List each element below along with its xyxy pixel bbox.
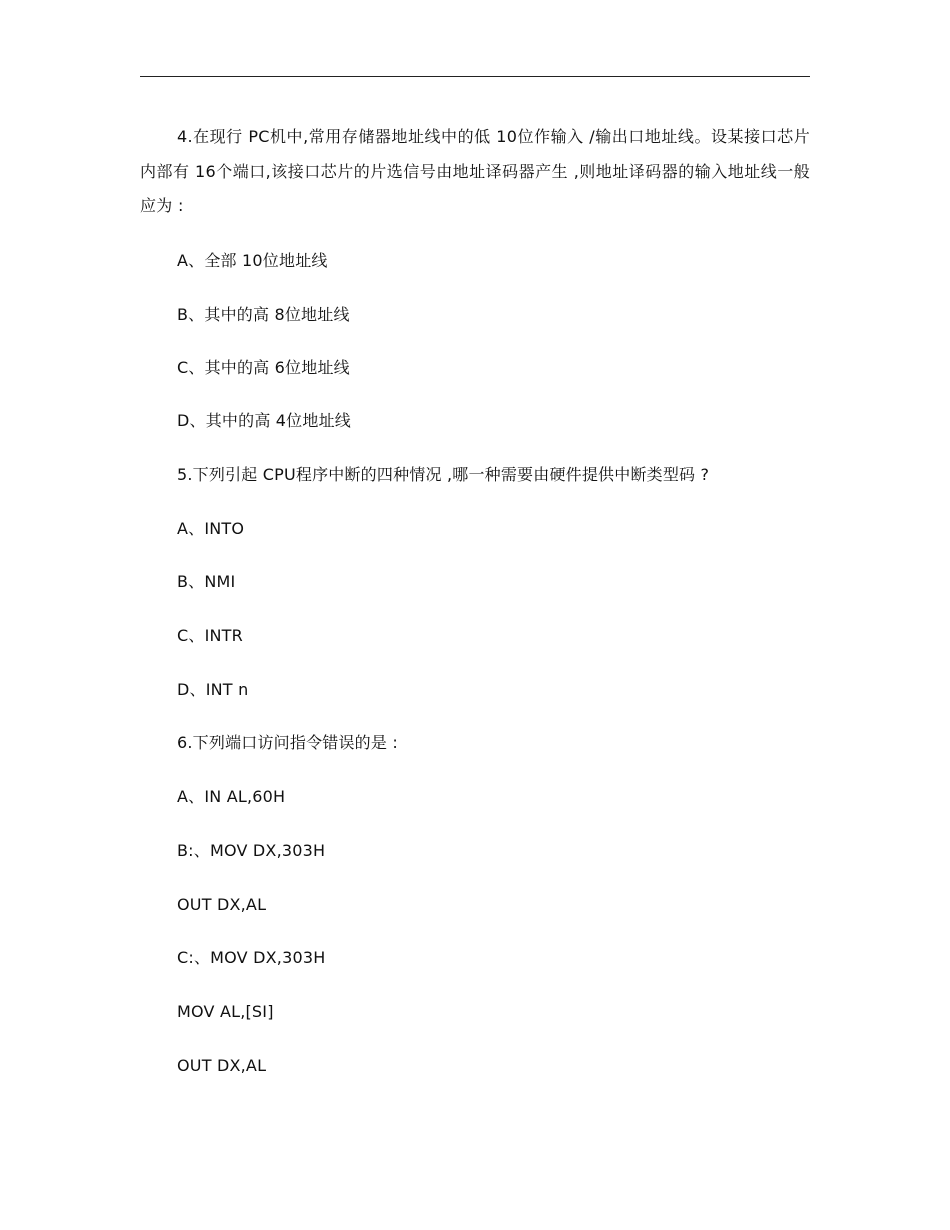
question-4-option-d: D、其中的高 4位地址线 <box>177 411 351 430</box>
question-6-option-b-line-1: B:、MOV DX,303H <box>177 841 326 860</box>
question-6-option-c-line-2: MOV AL,[SI] <box>177 1002 274 1021</box>
question-5-option-c: C、INTR <box>177 626 243 645</box>
question-6-option-a: A、IN AL,60H <box>177 787 286 806</box>
question-5-option-b: B、NMI <box>177 572 236 591</box>
question-4-option-a: A、全部 10位地址线 <box>177 251 328 270</box>
question-4-stem: 4.在现行 PC机中,常用存储器地址线中的低 10位作输入 /输出口地址线。设某接口芯片内部有 16个端口,该接口芯片的片选信号由地址译码器产生 ,则地址译码器的输入地址线一般应为 : <box>140 127 810 215</box>
question-5-stem: 5.下列引起 CPU程序中断的四种情况 ,哪一种需要由硬件提供中断类型码 ? <box>177 465 710 484</box>
question-6-option-c-line-3: OUT DX,AL <box>177 1056 267 1075</box>
question-4-option-b: B、其中的高 8位地址线 <box>177 305 350 324</box>
question-5-option-d: D、INT n <box>177 680 249 699</box>
question-4-option-c: C、其中的高 6位地址线 <box>177 358 350 377</box>
question-6-stem: 6.下列端口访问指令错误的是 : <box>177 733 398 752</box>
header-rule <box>140 76 810 77</box>
question-6-option-c-line-1: C:、MOV DX,303H <box>177 948 326 967</box>
question-5-option-a: A、INTO <box>177 519 245 538</box>
question-6-option-b-line-2: OUT DX,AL <box>177 895 267 914</box>
